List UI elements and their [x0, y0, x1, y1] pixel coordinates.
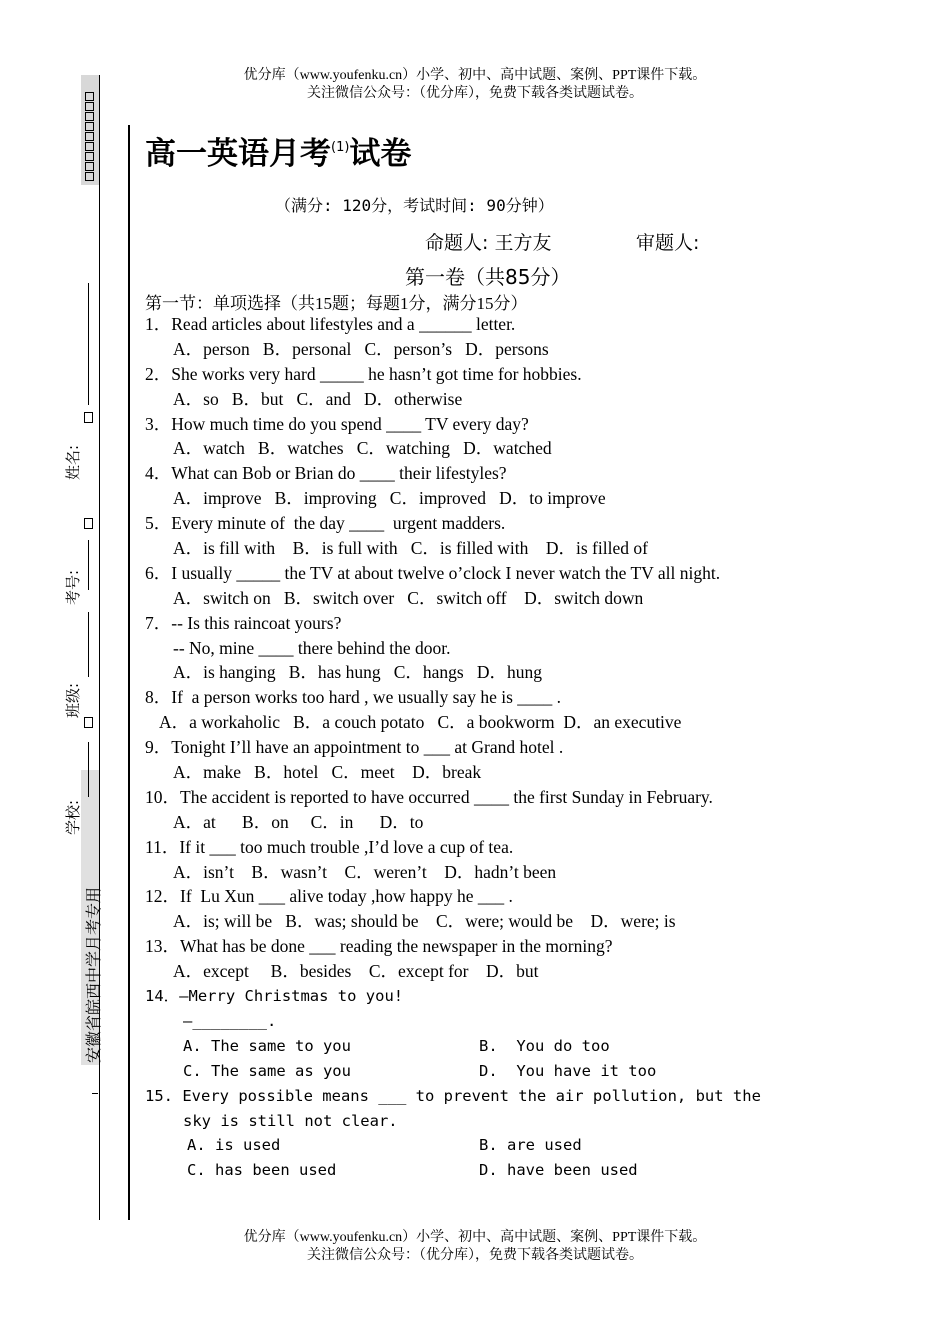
header-line-1: 优分库（www.youfenku.cn）小学、初中、高中试题、案例、PPT课件下载。 — [243, 68, 707, 83]
reviewer: 审题人: — [636, 232, 700, 254]
question-stem: 8．If a person works too hard , we usually say he is ____ . — [145, 687, 562, 708]
question-stem: 4．What can Bob or Brian do ____ their lifestyles? — [145, 463, 507, 484]
question-stem: 7．-- Is this raincoat yours? — [145, 612, 342, 633]
header-line-2: 关注微信公众号：（优分库），免费下载各类试题试卷。 — [307, 86, 643, 101]
question-stem-continued: -- No, mine ____ there behind the door. — [173, 637, 451, 658]
page-title: 高一英语月考$^{(1)}$试卷 — [145, 136, 412, 172]
option-b: B. You do too — [479, 1036, 610, 1055]
question-options: A．is fill with B．is full with C．is filled with D．is filled of — [173, 538, 648, 559]
option-c: C. The same as you — [183, 1061, 351, 1080]
question-options: A．switch on B．switch over C．switch off D．switch down — [173, 587, 644, 608]
question-options: A．except B．besides C．except for D．but — [173, 961, 539, 982]
question-stem-continued: sky is still not clear. — [183, 1111, 398, 1130]
binding-marks — [85, 92, 97, 182]
class-label: 班级: — [64, 682, 82, 718]
school-label: 学校: — [64, 799, 82, 835]
school-underline — [88, 742, 89, 797]
question-options: A．at B．on C．in D．to — [173, 811, 424, 832]
seal-mark-1 — [84, 412, 93, 423]
question-blank: —________. — [183, 1011, 277, 1030]
question-options: A．a workaholic B．a couch potato C．a bookworm D．an executive — [159, 712, 682, 733]
school-note: 安徽省皖西中学月考专用 — [84, 886, 103, 1063]
class-underline — [88, 612, 89, 677]
volume-heading: 第一卷（共85分） — [405, 265, 571, 289]
question-options: A．person B．personal C．person’s D．persons — [173, 338, 549, 359]
footer-line-2: 关注微信公众号：（优分库），免费下载各类试题试卷。 — [307, 1248, 643, 1263]
question-stem: 5．Every minute of the day ____ urgent madders. — [145, 513, 506, 534]
question-stem: 3．How much time do you spend ____ TV every day? — [145, 413, 529, 434]
id-label: 考号: — [64, 569, 82, 605]
footer-line-1: 优分库（www.youfenku.cn）小学、初中、高中试题、案例、PPT课件下载。 — [243, 1230, 707, 1245]
content-border-line — [128, 125, 130, 1220]
question-options: A．is; will be B．was; should be C．were; would be D．were; is — [173, 911, 676, 932]
option-d: D. You have it too — [479, 1061, 657, 1080]
question-options: A．is hanging B．has hung C．hangs D．hung — [173, 662, 542, 683]
seal-mark-3 — [84, 717, 93, 728]
question-stem: 15. Every possible means ___ to prevent the air pollution, but the — [145, 1086, 761, 1105]
question-stem: 2．She works very hard _____ he hasn’t got time for hobbies. — [145, 363, 582, 384]
id-underline — [88, 540, 89, 590]
question-stem: 10．The accident is reported to have occurred ____ the first Sunday in February. — [145, 786, 713, 807]
question-stem: 1．Read articles about lifestyles and a ______ letter. — [145, 314, 516, 334]
section-heading: 第一节：单项选择（共15题；每题1分，满分15分） — [145, 294, 528, 313]
option-d: D. have been used — [479, 1161, 638, 1180]
option-b: B. are used — [479, 1136, 582, 1155]
question-stem: 9．Tonight I’ll have an appointment to ___ at Grand hotel . — [145, 737, 564, 758]
question-options: A．watch B．watches C．watching D．watched — [173, 438, 552, 459]
question-options: A．improve B．improving C．improved D．to improve — [173, 488, 606, 509]
question-stem: 12．If Lu Xun ___ alive today ,how happy he ___ . — [145, 886, 513, 907]
name-label: 姓名: — [64, 444, 82, 480]
dash-mark — [92, 1093, 98, 1094]
seal-mark-2 — [84, 518, 93, 529]
option-a: A. The same to you — [183, 1036, 351, 1055]
question-options: A．isn’t B．wasn’t C．weren’t D．hadn’t been — [173, 861, 557, 882]
question-stem: 11．If it ___ too much trouble ,I’d love a cup of tea. — [145, 836, 514, 857]
option-c: C. has been used — [187, 1161, 337, 1180]
question-stem: 6．I usually _____ the TV at about twelve o’clock I never watch the TV all night. — [145, 562, 721, 583]
question-list — [145, 312, 805, 1183]
name-underline — [88, 283, 89, 405]
question-stem: 13．What has be done ___ reading the newspaper in the morning? — [145, 936, 613, 957]
option-a: A. is used — [187, 1136, 281, 1155]
question-stem: 14．—Merry Christmas to you! — [145, 987, 404, 1006]
question-options: A．so B．but C．and D．otherwise — [173, 388, 463, 409]
exam-subtitle: （满分: 120分，考试时间: 90分钟） — [275, 196, 554, 215]
author: 命题人: 王方友 — [425, 232, 552, 254]
question-options: A．make B．hotel C．meet D．break — [173, 762, 482, 783]
